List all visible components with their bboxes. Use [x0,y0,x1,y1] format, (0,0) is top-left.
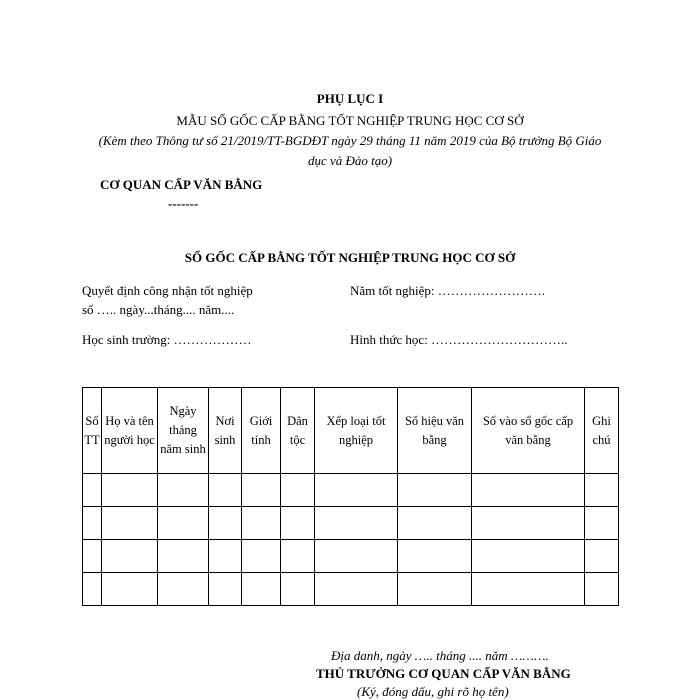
place-date-line: Địa danh, ngày ….. tháng .... năm ………. [331,648,549,663]
table-cell [209,474,242,507]
table-cell [585,573,619,606]
table-cell [83,507,102,540]
graduation-year-field: Năm tốt nghiệp: ……………………. [350,283,545,298]
table-cell [158,474,209,507]
table-row [83,573,619,606]
table-cell [281,474,315,507]
table-cell [83,573,102,606]
table-cell [398,474,472,507]
column-header-gender: Giới tính [242,388,281,474]
signer-note: (Ký, đóng dấu, ghi rõ họ tên) [357,684,509,699]
table-cell [102,573,158,606]
column-header-diploma-number: Số hiệu văn bằng [398,388,472,474]
column-header-grade: Xếp loại tốt nghiệp [315,388,398,474]
table-cell [242,474,281,507]
table-cell [209,573,242,606]
table-cell [315,474,398,507]
register-table [82,387,619,606]
column-header-birthdate: Ngày tháng năm sinh [158,388,209,474]
table-cell [158,573,209,606]
table-cell [158,507,209,540]
legal-note-line2: dục và Đào tạo) [307,153,393,168]
table-cell [242,540,281,573]
table-row [83,507,619,540]
table-cell [281,540,315,573]
table-cell [472,507,585,540]
column-header-name: Họ và tên người học [102,388,158,474]
table-cell [209,540,242,573]
decision-field-line2: số ….. ngày...tháng.... năm.... [82,302,235,317]
appendix-title: PHỤ LỤC I [316,91,384,106]
column-header-notes: Ghi chú [585,388,619,474]
study-mode-field: Hình thức học: ………………………….. [350,332,568,347]
table-cell [585,507,619,540]
table-cell [281,507,315,540]
legal-note-line1: (Kèm theo Thông tư số 21/2019/TT-BGDĐT ngày 29 tháng 11 năm 2019 của Bộ trưởng Bộ Giáo [98,133,602,148]
issuer-divider: ------- [168,196,199,211]
table-cell [102,540,158,573]
table-cell [83,540,102,573]
table-cell [83,474,102,507]
table-cell [398,540,472,573]
table-cell [242,573,281,606]
signer-title: THỦ TRƯỞNG CƠ QUAN CẤP VĂN BẰNG [316,666,571,681]
decision-field-line1: Quyết định công nhận tốt nghiệp [82,283,253,298]
table-cell [315,507,398,540]
column-header-register-number: Số vào sổ gốc cấp văn bằng [472,388,585,474]
school-field: Học sinh trường: ……………… [82,332,252,347]
column-header-ethnicity: Dân tộc [281,388,315,474]
table-header-row [83,388,619,474]
book-title: SỔ GỐC CẤP BẰNG TỐT NGHIỆP TRUNG HỌC CƠ SỞ [184,250,516,265]
table-cell [315,573,398,606]
column-header-birthplace: Nơi sinh [209,388,242,474]
table-cell [102,507,158,540]
table-cell [472,540,585,573]
table-cell [585,474,619,507]
table-cell [281,573,315,606]
table-cell [102,474,158,507]
table-cell [585,540,619,573]
table-cell [158,540,209,573]
table-cell [472,573,585,606]
issuer-label: CƠ QUAN CẤP VĂN BẰNG [100,177,263,192]
table-cell [472,474,585,507]
form-title: MẪU SỔ GỐC CẤP BẰNG TỐT NGHIỆP TRUNG HỌC CƠ SỞ [176,113,524,128]
column-header-seq: Số TT [83,388,102,474]
table-cell [242,507,281,540]
table-row [83,540,619,573]
table-cell [315,540,398,573]
table-cell [398,507,472,540]
table-cell [209,507,242,540]
table-row [83,474,619,507]
table-cell [398,573,472,606]
